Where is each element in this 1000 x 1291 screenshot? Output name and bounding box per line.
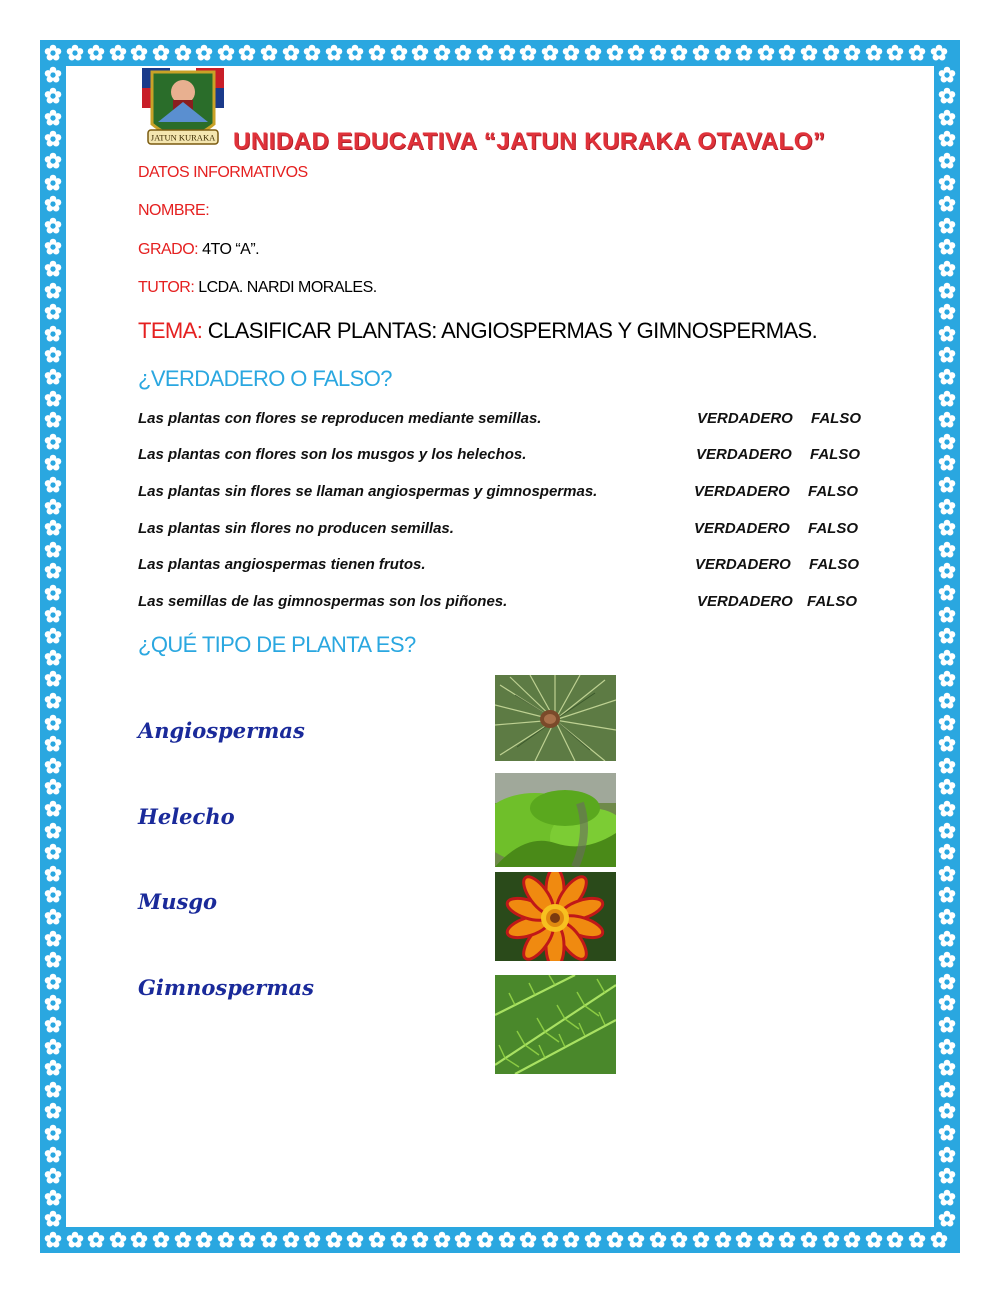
border-flower-icon xyxy=(627,44,645,62)
option-falso[interactable]: FALSO xyxy=(808,483,859,500)
border-flower-icon xyxy=(44,152,62,170)
border-flower-icon xyxy=(757,1231,775,1249)
border-flower-icon xyxy=(44,195,62,213)
border-flower-icon xyxy=(433,44,451,62)
border-flower-icon xyxy=(938,606,956,624)
border-flower-icon xyxy=(282,1231,300,1249)
tutor-label: TUTOR: xyxy=(138,279,195,296)
border-flower-icon xyxy=(938,303,956,321)
border-flower-icon xyxy=(938,130,956,148)
border-flower-icon xyxy=(938,411,956,429)
border-flower-icon xyxy=(346,1231,364,1249)
border-flower-icon xyxy=(44,87,62,105)
border-flower-icon xyxy=(152,44,170,62)
school-logo xyxy=(140,66,226,154)
border-flower-icon xyxy=(325,1231,343,1249)
border-flower-icon xyxy=(44,411,62,429)
grado-label: GRADO: xyxy=(138,241,199,258)
tema-value: CLASIFICAR PLANTAS: ANGIOSPERMAS Y GIMNOSPERMAS. xyxy=(207,318,818,343)
border-flower-icon xyxy=(938,973,956,991)
border-flower-icon xyxy=(44,649,62,667)
border-flower-icon xyxy=(938,843,956,861)
border-flower-icon xyxy=(778,44,796,62)
border-flower-icon xyxy=(44,541,62,559)
border-flower-icon xyxy=(44,973,62,991)
border-flower-icon xyxy=(44,930,62,948)
border-flower-icon xyxy=(346,44,364,62)
border-flower-icon xyxy=(938,1146,956,1164)
border-flower-icon xyxy=(44,1038,62,1056)
border-flower-icon xyxy=(541,1231,559,1249)
border-flower-icon xyxy=(930,44,948,62)
border-flower-icon xyxy=(938,951,956,969)
plant-type-heading: ¿QUÉ TIPO DE PLANTA ES? xyxy=(138,632,416,657)
border-flower-icon xyxy=(44,433,62,451)
border-flower-icon xyxy=(938,346,956,364)
border-flower-icon xyxy=(44,390,62,408)
nombre-label: NOMBRE: xyxy=(138,202,210,219)
border-flower-icon xyxy=(886,44,904,62)
border-flower-icon xyxy=(87,1231,105,1249)
border-flower-icon xyxy=(195,1231,213,1249)
question-text: Las plantas con flores se reproducen mediante semillas. xyxy=(138,410,542,427)
option-falso[interactable]: FALSO xyxy=(810,446,861,463)
border-flower-icon xyxy=(938,800,956,818)
border-flower-icon xyxy=(938,433,956,451)
border-flower-icon xyxy=(843,44,861,62)
option-falso[interactable]: FALSO xyxy=(807,593,858,610)
border-flower-icon xyxy=(66,1231,84,1249)
question-text: Las plantas angiospermas tienen frutos. xyxy=(138,556,426,573)
border-flower-icon xyxy=(938,670,956,688)
border-flower-icon xyxy=(938,541,956,559)
border-flower-icon xyxy=(44,606,62,624)
border-flower-icon xyxy=(938,217,956,235)
border-flower-icon xyxy=(109,44,127,62)
plant-label-gimnospermas[interactable]: Gimnospermas xyxy=(138,975,314,1000)
border-flower-icon xyxy=(44,562,62,580)
border-flower-icon xyxy=(498,1231,516,1249)
border-flower-icon xyxy=(938,994,956,1012)
border-flower-icon xyxy=(411,44,429,62)
border-flower-icon xyxy=(938,1059,956,1077)
border-flower-icon xyxy=(44,908,62,926)
grado-value: 4TO “A”. xyxy=(202,241,260,258)
border-flower-icon xyxy=(519,44,537,62)
border-flower-icon xyxy=(938,1167,956,1185)
border-flower-icon xyxy=(886,1231,904,1249)
border-flower-icon xyxy=(44,238,62,256)
option-verdadero[interactable]: VERDADERO xyxy=(695,556,791,573)
border-flower-icon xyxy=(368,1231,386,1249)
border-flower-icon xyxy=(584,44,602,62)
border-flower-icon xyxy=(44,1167,62,1185)
border-flower-icon xyxy=(238,44,256,62)
pine-branch-image[interactable] xyxy=(495,675,616,761)
question-text: Las plantas sin flores se llaman angiospermas y gimnospermas. xyxy=(138,483,598,500)
border-flower-icon xyxy=(303,44,321,62)
border-flower-icon xyxy=(649,1231,667,1249)
border-flower-icon xyxy=(44,325,62,343)
border-flower-icon xyxy=(714,44,732,62)
border-flower-icon xyxy=(44,109,62,127)
border-flower-icon xyxy=(938,757,956,775)
border-flower-icon xyxy=(938,1081,956,1099)
border-flower-icon xyxy=(44,994,62,1012)
border-flower-icon xyxy=(44,692,62,710)
border-flower-icon xyxy=(44,886,62,904)
border-flower-icon xyxy=(454,44,472,62)
border-flower-icon xyxy=(938,66,956,84)
border-flower-icon xyxy=(44,174,62,192)
border-flower-icon xyxy=(44,217,62,235)
border-flower-icon xyxy=(938,238,956,256)
border-flower-icon xyxy=(938,87,956,105)
border-flower-icon xyxy=(260,1231,278,1249)
border-flower-icon xyxy=(562,44,580,62)
moss-image[interactable] xyxy=(495,773,616,867)
border-flower-icon xyxy=(44,260,62,278)
border-flower-icon xyxy=(908,1231,926,1249)
border-flower-icon xyxy=(938,1189,956,1207)
border-flower-icon xyxy=(454,1231,472,1249)
border-flower-icon xyxy=(195,44,213,62)
question-text: Las semillas de las gimnospermas son los piñones. xyxy=(138,593,508,610)
border-flower-icon xyxy=(692,1231,710,1249)
border-flower-icon xyxy=(238,1231,256,1249)
border-flower-icon xyxy=(938,735,956,753)
border-flower-icon xyxy=(44,584,62,602)
border-flower-icon xyxy=(303,1231,321,1249)
border-flower-icon xyxy=(217,1231,235,1249)
border-flower-icon xyxy=(109,1231,127,1249)
school-name: UNIDAD EDUCATIVA “JATUN KURAKA OTAVALO” xyxy=(233,128,826,155)
border-flower-icon xyxy=(44,1059,62,1077)
border-flower-icon xyxy=(938,1016,956,1034)
option-verdadero[interactable]: VERDADERO xyxy=(697,593,793,610)
border-flower-icon xyxy=(822,44,840,62)
plant-label-angiospermas[interactable]: Angiospermas xyxy=(138,718,305,743)
border-flower-icon xyxy=(44,1102,62,1120)
border-flower-icon xyxy=(44,627,62,645)
option-verdadero[interactable]: VERDADERO xyxy=(694,520,790,537)
border-flower-icon xyxy=(87,44,105,62)
option-verdadero[interactable]: VERDADERO xyxy=(696,446,792,463)
border-flower-icon xyxy=(44,1231,62,1249)
border-flower-icon xyxy=(938,519,956,537)
border-flower-icon xyxy=(938,195,956,213)
border-flower-icon xyxy=(44,670,62,688)
border-flower-icon xyxy=(44,282,62,300)
border-flower-icon xyxy=(649,44,667,62)
border-flower-icon xyxy=(938,822,956,840)
datos-informativos: DATOS INFORMATIVOS xyxy=(138,164,308,181)
border-flower-icon xyxy=(44,1146,62,1164)
border-flower-icon xyxy=(368,44,386,62)
border-flower-icon xyxy=(938,778,956,796)
border-flower-icon xyxy=(541,44,559,62)
border-flower-icon xyxy=(130,44,148,62)
border-flower-icon xyxy=(735,1231,753,1249)
border-flower-icon xyxy=(325,44,343,62)
border-flower-icon xyxy=(938,649,956,667)
border-flower-icon xyxy=(843,1231,861,1249)
border-flower-icon xyxy=(584,1231,602,1249)
border-flower-icon xyxy=(174,1231,192,1249)
border-flower-icon xyxy=(44,303,62,321)
border-flower-icon xyxy=(938,1210,956,1228)
border-flower-icon xyxy=(938,476,956,494)
border-flower-icon xyxy=(44,44,62,62)
border-flower-icon xyxy=(778,1231,796,1249)
option-verdadero[interactable]: VERDADERO xyxy=(697,410,793,427)
fern-image[interactable] xyxy=(495,975,616,1074)
border-flower-icon xyxy=(938,282,956,300)
border-flower-icon xyxy=(670,44,688,62)
border-flower-icon xyxy=(130,1231,148,1249)
border-flower-icon xyxy=(260,44,278,62)
option-verdadero[interactable]: VERDADERO xyxy=(694,483,790,500)
border-flower-icon xyxy=(930,1231,948,1249)
border-flower-icon xyxy=(44,778,62,796)
question-text: Las plantas sin flores no producen semillas. xyxy=(138,520,454,537)
true-false-heading: ¿VERDADERO O FALSO? xyxy=(138,366,392,391)
border-flower-icon xyxy=(44,951,62,969)
border-flower-icon xyxy=(44,346,62,364)
border-flower-icon xyxy=(44,714,62,732)
border-flower-icon xyxy=(174,44,192,62)
border-flower-icon xyxy=(44,865,62,883)
border-flower-icon xyxy=(519,1231,537,1249)
tutor-value: LCDA. NARDI MORALES. xyxy=(198,279,377,296)
border-flower-icon xyxy=(938,692,956,710)
border-flower-icon xyxy=(562,1231,580,1249)
border-flower-icon xyxy=(44,476,62,494)
border-flower-icon xyxy=(433,1231,451,1249)
border-flower-icon xyxy=(476,1231,494,1249)
grado-row xyxy=(138,241,259,259)
border-flower-icon xyxy=(411,1231,429,1249)
border-flower-icon xyxy=(390,1231,408,1249)
border-flower-icon xyxy=(938,109,956,127)
border-flower-icon xyxy=(692,44,710,62)
border-flower-icon xyxy=(627,1231,645,1249)
border-flower-icon xyxy=(938,260,956,278)
border-flower-icon xyxy=(44,130,62,148)
border-flower-icon xyxy=(44,1189,62,1207)
border-flower-icon xyxy=(476,44,494,62)
border-flower-icon xyxy=(938,584,956,602)
border-flower-icon xyxy=(938,174,956,192)
border-flower-icon xyxy=(938,627,956,645)
border-flower-icon xyxy=(757,44,775,62)
border-flower-icon xyxy=(938,1038,956,1056)
border-flower-icon xyxy=(44,843,62,861)
tema-label: TEMA: xyxy=(138,318,203,343)
nombre-row xyxy=(138,202,209,220)
option-falso[interactable]: FALSO xyxy=(809,556,860,573)
border-flower-icon xyxy=(390,44,408,62)
border-flower-icon xyxy=(44,1081,62,1099)
border-flower-icon xyxy=(938,368,956,386)
border-flower-icon xyxy=(938,325,956,343)
border-flower-icon xyxy=(44,1210,62,1228)
border-flower-icon xyxy=(714,1231,732,1249)
border-flower-icon xyxy=(822,1231,840,1249)
border-flower-icon xyxy=(800,1231,818,1249)
logo-text: JATUN KURAKA xyxy=(150,132,216,143)
border-flower-icon xyxy=(44,757,62,775)
border-flower-icon xyxy=(44,498,62,516)
border-flower-icon xyxy=(282,44,300,62)
border-flower-icon xyxy=(938,1124,956,1142)
tutor-row xyxy=(138,279,377,297)
border-flower-icon xyxy=(44,800,62,818)
border-flower-icon xyxy=(800,44,818,62)
border-flower-icon xyxy=(938,454,956,472)
flower-image[interactable] xyxy=(495,872,616,961)
option-falso[interactable]: FALSO xyxy=(811,410,862,427)
border-flower-icon xyxy=(217,44,235,62)
border-flower-icon xyxy=(44,66,62,84)
option-falso[interactable]: FALSO xyxy=(808,520,859,537)
plant-label-musgo[interactable]: Musgo xyxy=(138,889,218,914)
border-flower-icon xyxy=(938,498,956,516)
border-flower-icon xyxy=(44,519,62,537)
border-flower-icon xyxy=(44,1124,62,1142)
border-flower-icon xyxy=(66,44,84,62)
border-flower-icon xyxy=(938,908,956,926)
border-flower-icon xyxy=(606,1231,624,1249)
border-flower-icon xyxy=(498,44,516,62)
border-flower-icon xyxy=(44,368,62,386)
plant-label-helecho[interactable]: Helecho xyxy=(138,804,235,829)
border-flower-icon xyxy=(908,44,926,62)
border-flower-icon xyxy=(44,454,62,472)
border-flower-icon xyxy=(938,152,956,170)
border-flower-icon xyxy=(938,930,956,948)
border-flower-icon xyxy=(938,714,956,732)
border-flower-icon xyxy=(938,886,956,904)
border-flower-icon xyxy=(735,44,753,62)
border-flower-icon xyxy=(606,44,624,62)
border-flower-icon xyxy=(44,822,62,840)
border-flower-icon xyxy=(44,735,62,753)
question-text: Las plantas con flores son los musgos y los helechos. xyxy=(138,446,527,463)
border-flower-icon xyxy=(865,44,883,62)
tema-row xyxy=(138,318,817,344)
border-flower-icon xyxy=(865,1231,883,1249)
border-flower-icon xyxy=(938,562,956,580)
border-flower-icon xyxy=(938,1102,956,1120)
border-flower-icon xyxy=(152,1231,170,1249)
border-flower-icon xyxy=(938,390,956,408)
border-flower-icon xyxy=(670,1231,688,1249)
border-flower-icon xyxy=(44,1016,62,1034)
border-flower-icon xyxy=(938,865,956,883)
